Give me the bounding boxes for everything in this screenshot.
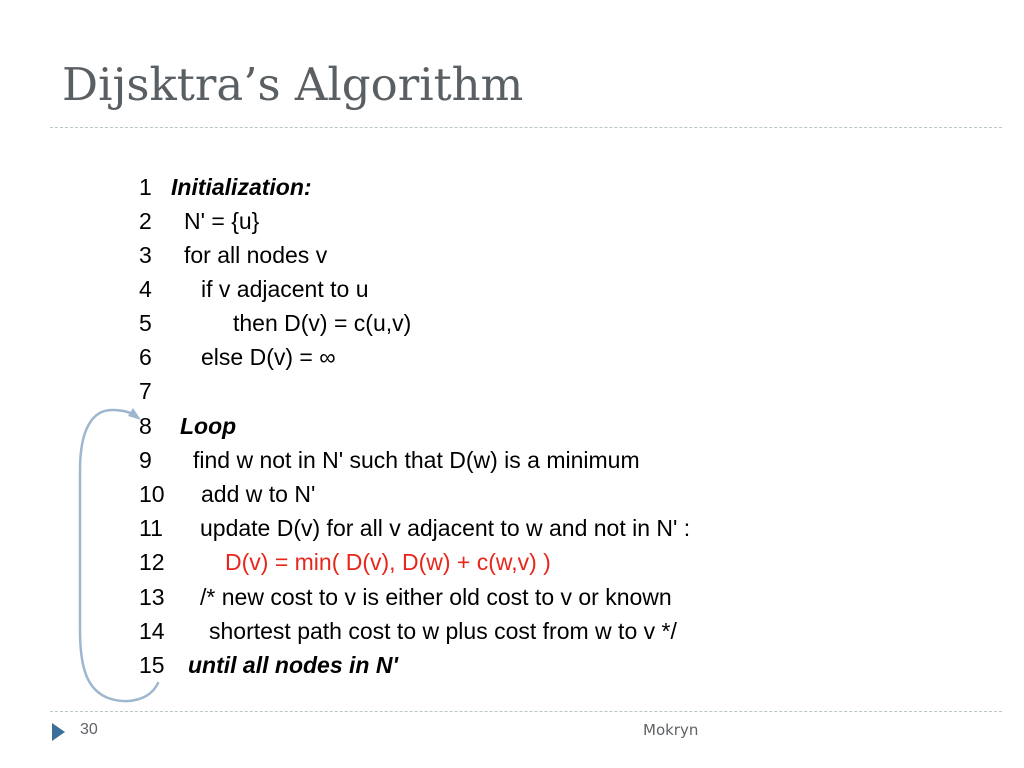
line-number: 8 (139, 413, 152, 439)
line-text: else D(v) = ∞ (201, 344, 336, 370)
line-text: until all nodes in N' (188, 652, 398, 678)
line-number: 13 (139, 584, 165, 610)
line-text: update D(v) for all v adjacent to w and not in N' : (200, 515, 691, 541)
code-line (0, 374, 1024, 408)
code-line (0, 580, 1024, 614)
code-line (0, 545, 1024, 579)
line-number: 4 (139, 276, 152, 302)
code-line (0, 614, 1024, 648)
line-number: 6 (139, 344, 152, 370)
line-number: 2 (139, 208, 152, 234)
line-text: then D(v) = c(u,v) (233, 310, 412, 336)
triangle-bullet-icon (52, 723, 65, 741)
line-text: Initialization: (171, 174, 312, 200)
line-number: 12 (139, 549, 165, 575)
footer-divider (50, 711, 1002, 712)
line-text: add w to N' (201, 481, 316, 507)
code-line (0, 340, 1024, 374)
line-text: find w not in N' such that D(w) is a minimum (193, 447, 640, 473)
line-text: N' = {u} (184, 208, 260, 234)
line-text: /* new cost to v is either old cost to v or known (200, 584, 672, 610)
code-line (0, 170, 1024, 204)
line-text-highlight: D(v) = min( D(v), D(w) + c(w,v) ) (225, 549, 551, 575)
code-line (0, 511, 1024, 545)
line-number: 1 (139, 174, 152, 200)
code-line (0, 306, 1024, 340)
code-line (0, 409, 1024, 443)
line-number: 11 (139, 515, 163, 541)
code-line (0, 443, 1024, 477)
code-line (0, 238, 1024, 272)
line-number: 10 (139, 481, 165, 507)
line-number: 3 (139, 242, 152, 268)
page-number: 30 (80, 721, 98, 738)
code-line (0, 477, 1024, 511)
line-number: 7 (139, 378, 152, 404)
line-number: 5 (139, 310, 152, 336)
line-text: if v adjacent to u (201, 276, 369, 302)
line-number: 9 (139, 447, 152, 473)
line-number: 15 (139, 652, 165, 678)
line-text: for all nodes v (184, 242, 328, 268)
footer-author: Mokryn (643, 721, 699, 739)
slide-title: Dijsktra’s Algorithm (62, 58, 524, 111)
line-number: 14 (139, 618, 165, 644)
code-line (0, 272, 1024, 306)
line-text: Loop (180, 413, 237, 439)
code-line (0, 204, 1024, 238)
line-text: shortest path cost to w plus cost from w to v */ (209, 618, 677, 644)
code-line (0, 648, 1024, 682)
